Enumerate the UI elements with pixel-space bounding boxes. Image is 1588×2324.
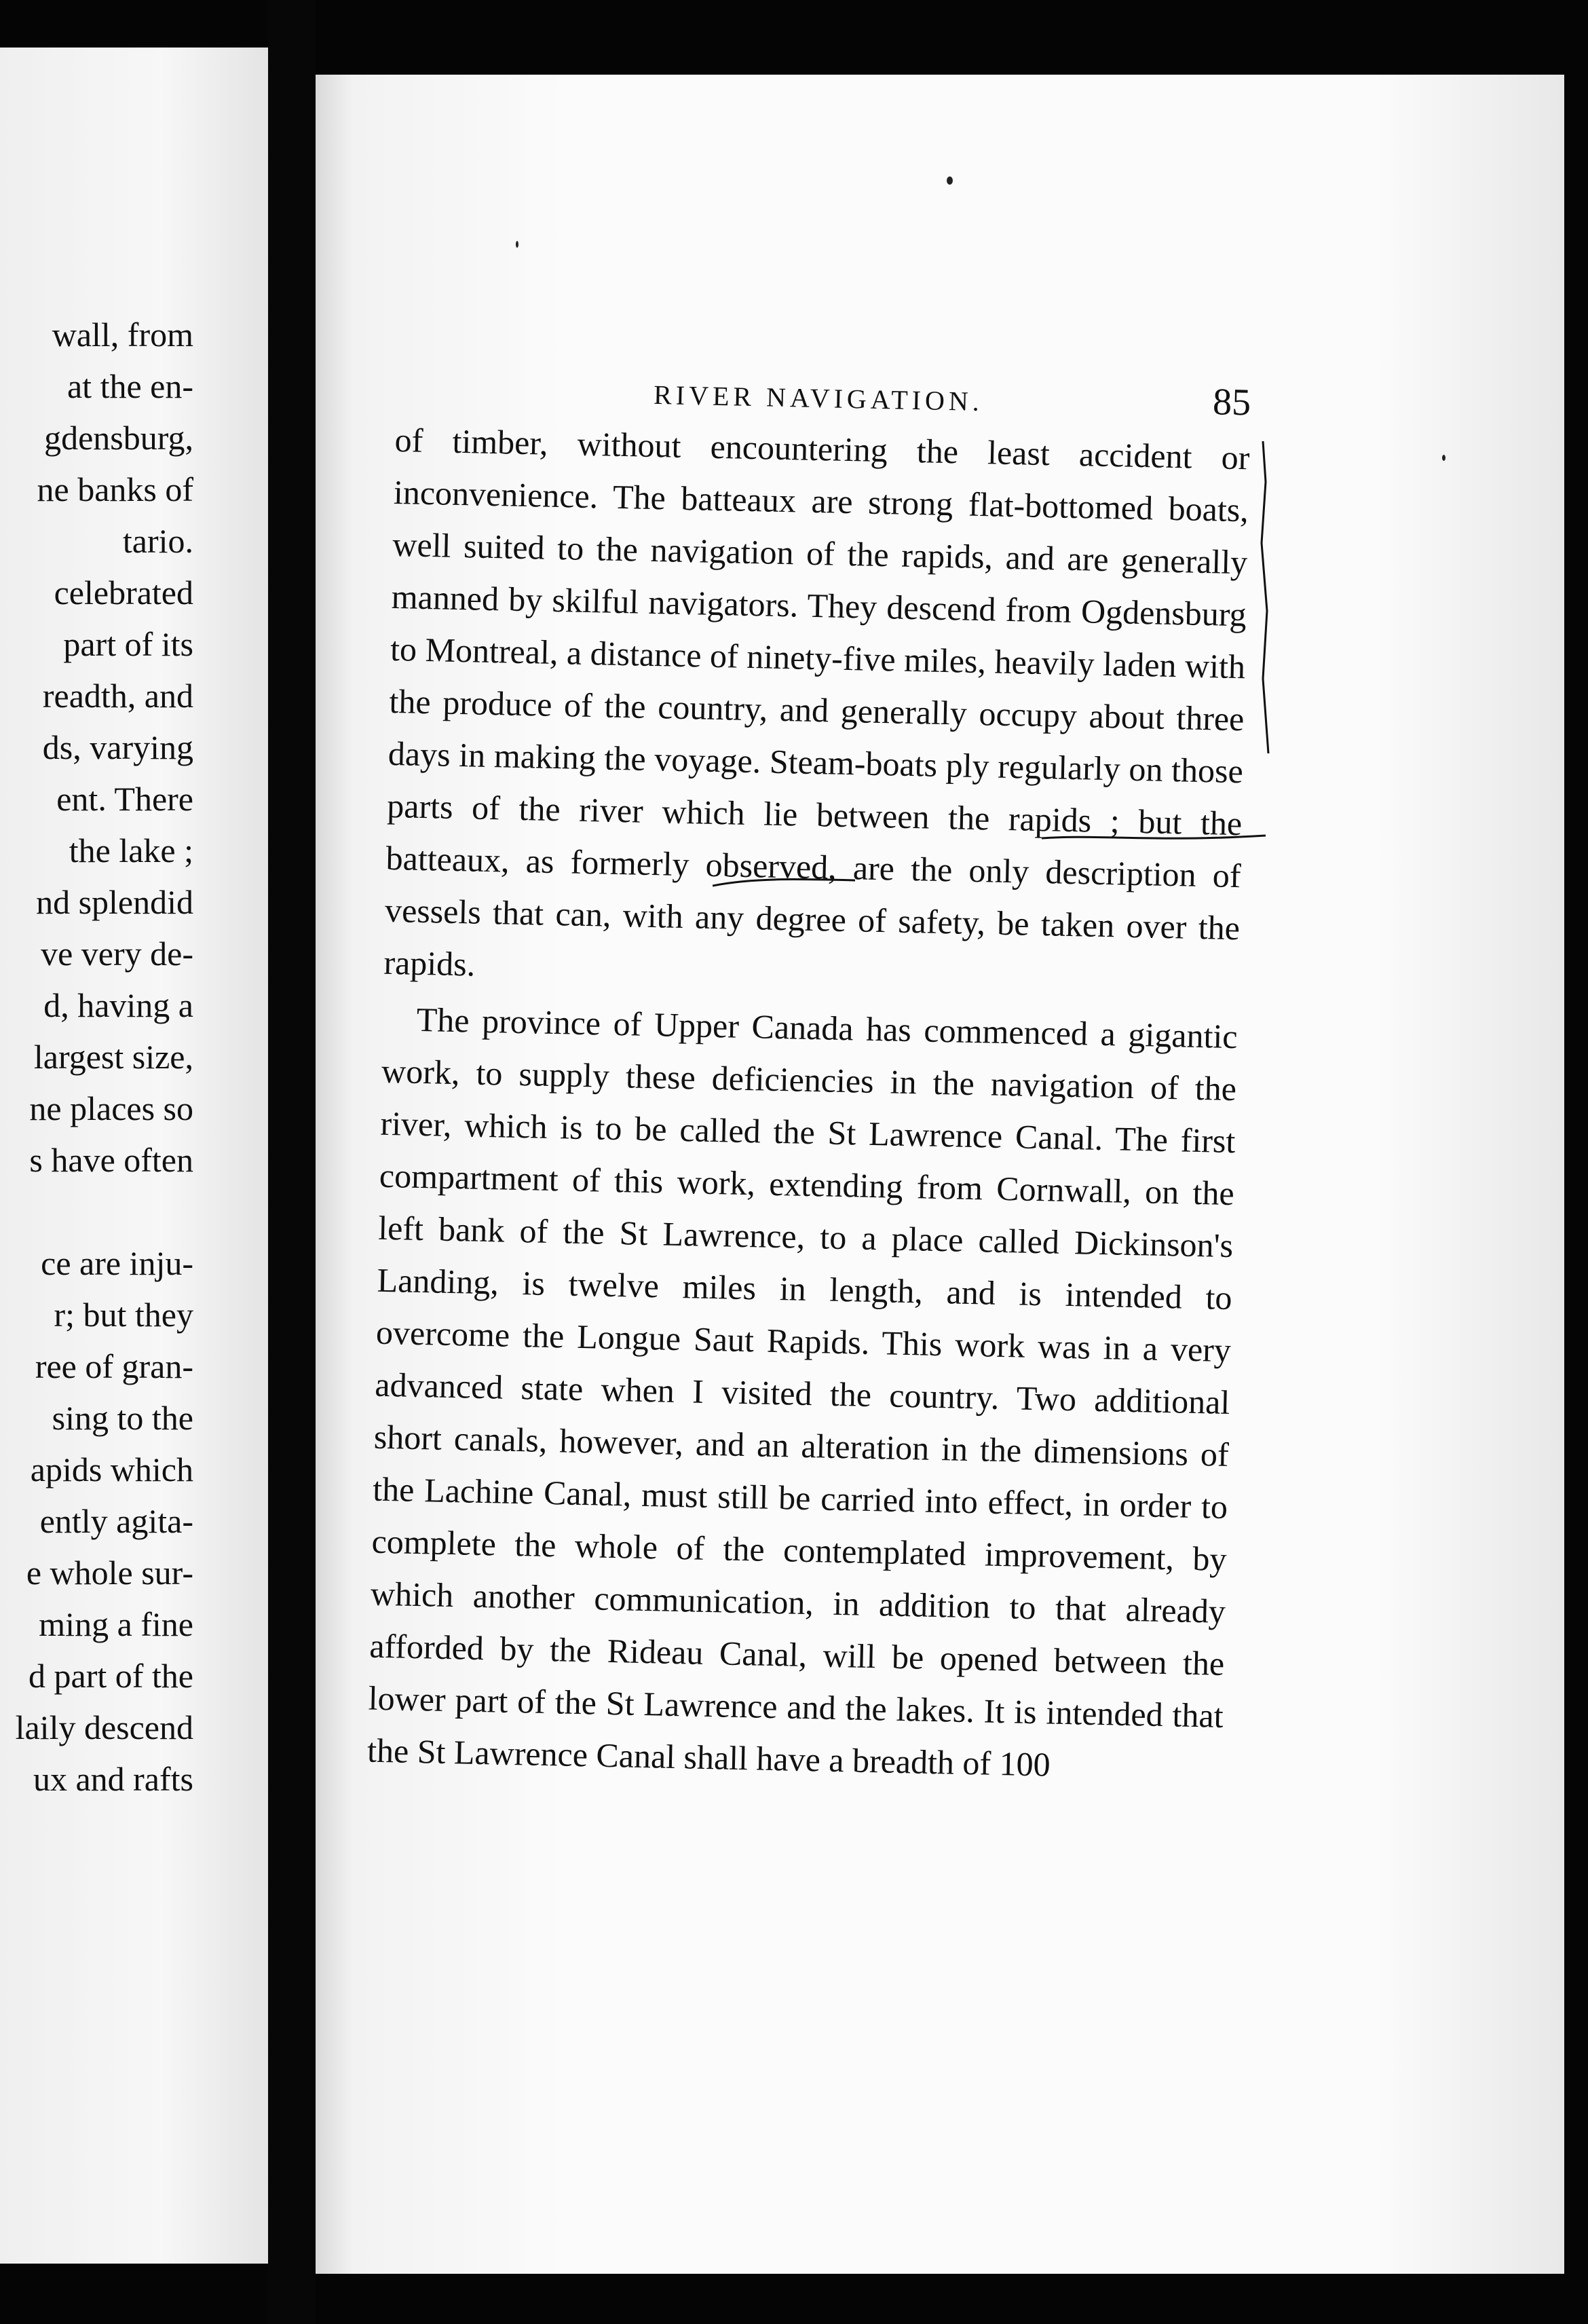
left-page-line: the lake ; <box>69 831 193 869</box>
page-number: 85 <box>1212 381 1251 424</box>
left-page-line: tario. <box>122 522 193 560</box>
paragraph: of timber, without encountering the least accident or inconvenience. The batteaux are strong flat-bottomed boats, well suited to the navigation of the rapids, and are generally manned by skilful navigators. They descend from Ogdensburg to Montreal, a distance of ninety-five miles, heavily laden with the produce of the country, and generally occupy about three days in making the voyage. Steam-boats ply regularly on those parts of the river which lie between the rapids ; but the batteaux, as formerly observed, are the only description of vessels that can, with any degree of safety, be taken over the rapids. <box>383 420 1251 983</box>
left-page-line: e whole sur- <box>26 1554 193 1592</box>
left-page-line: s have often <box>29 1141 193 1179</box>
left-page-line: r; but they <box>54 1296 193 1334</box>
left-page-line: ne places so <box>29 1089 193 1127</box>
left-page-line: largest size, <box>33 1038 193 1076</box>
left-page-fragment <box>0 48 268 2264</box>
left-page-line: gdensburg, <box>44 419 193 457</box>
left-page-line: apids which <box>30 1450 193 1488</box>
left-page-line: ce are inju- <box>41 1244 193 1282</box>
left-page-line: celebrated <box>54 574 193 612</box>
left-page-line: readth, and <box>42 677 193 715</box>
page-body <box>366 333 1251 1795</box>
ink-speck <box>1442 455 1445 461</box>
running-title: RIVER NAVIGATION. <box>653 379 984 417</box>
pencil-underline <box>713 872 855 893</box>
left-page-line: part of its <box>63 625 193 663</box>
left-page-line: ne banks of <box>37 470 193 508</box>
left-page-line: sing to the <box>52 1399 193 1437</box>
ink-speck <box>516 241 518 248</box>
pencil-margin-bracket <box>1259 441 1272 753</box>
left-page-line: wall, from <box>52 316 193 354</box>
left-page-line: ent. There <box>56 780 193 818</box>
left-page-line: ux and rafts <box>33 1760 193 1798</box>
left-page-line: d, having a <box>43 986 193 1024</box>
left-page-line: d part of the <box>29 1657 193 1695</box>
pencil-underline <box>1042 831 1266 845</box>
left-page-line: laily descend <box>15 1708 193 1746</box>
left-page-line: ming a fine <box>39 1605 193 1643</box>
left-page-line: ree of gran- <box>35 1347 193 1385</box>
left-page-line: ve very de- <box>41 935 193 973</box>
book-gutter <box>268 0 316 2324</box>
book-page <box>316 75 1564 2274</box>
paragraph: The province of Upper Canada has commenced a gigantic work, to supply these deficiencies in the navigation of the river, which is to be called the St Lawrence Canal. The first compartment of this work, extending from Cornwall, on the left bank of the St Lawrence, to a place called Dickinson's Landing, is twelve miles in length, and is intended to overcome the Longue Saut Rapids. This work was in a very advanced state when I visited the country. Two additional short canals, however, and an alteration in the dimensions of the Lachine Canal, must still be carried into effect, in order to complete the whole of the contemplated improvement, by which another communication, in addition to that already afforded by the Rideau Canal, will be opened between the lower part of the St Lawrence and the lakes. It is intended that the St Lawrence Canal shall have a breadth of 100 <box>366 1000 1239 1784</box>
ink-speck <box>947 176 953 185</box>
left-page-line: at the en- <box>67 367 193 405</box>
left-page-line: nd splendid <box>36 883 193 921</box>
left-page-line: ds, varying <box>42 728 193 766</box>
left-page-line: ently agita- <box>39 1502 193 1540</box>
